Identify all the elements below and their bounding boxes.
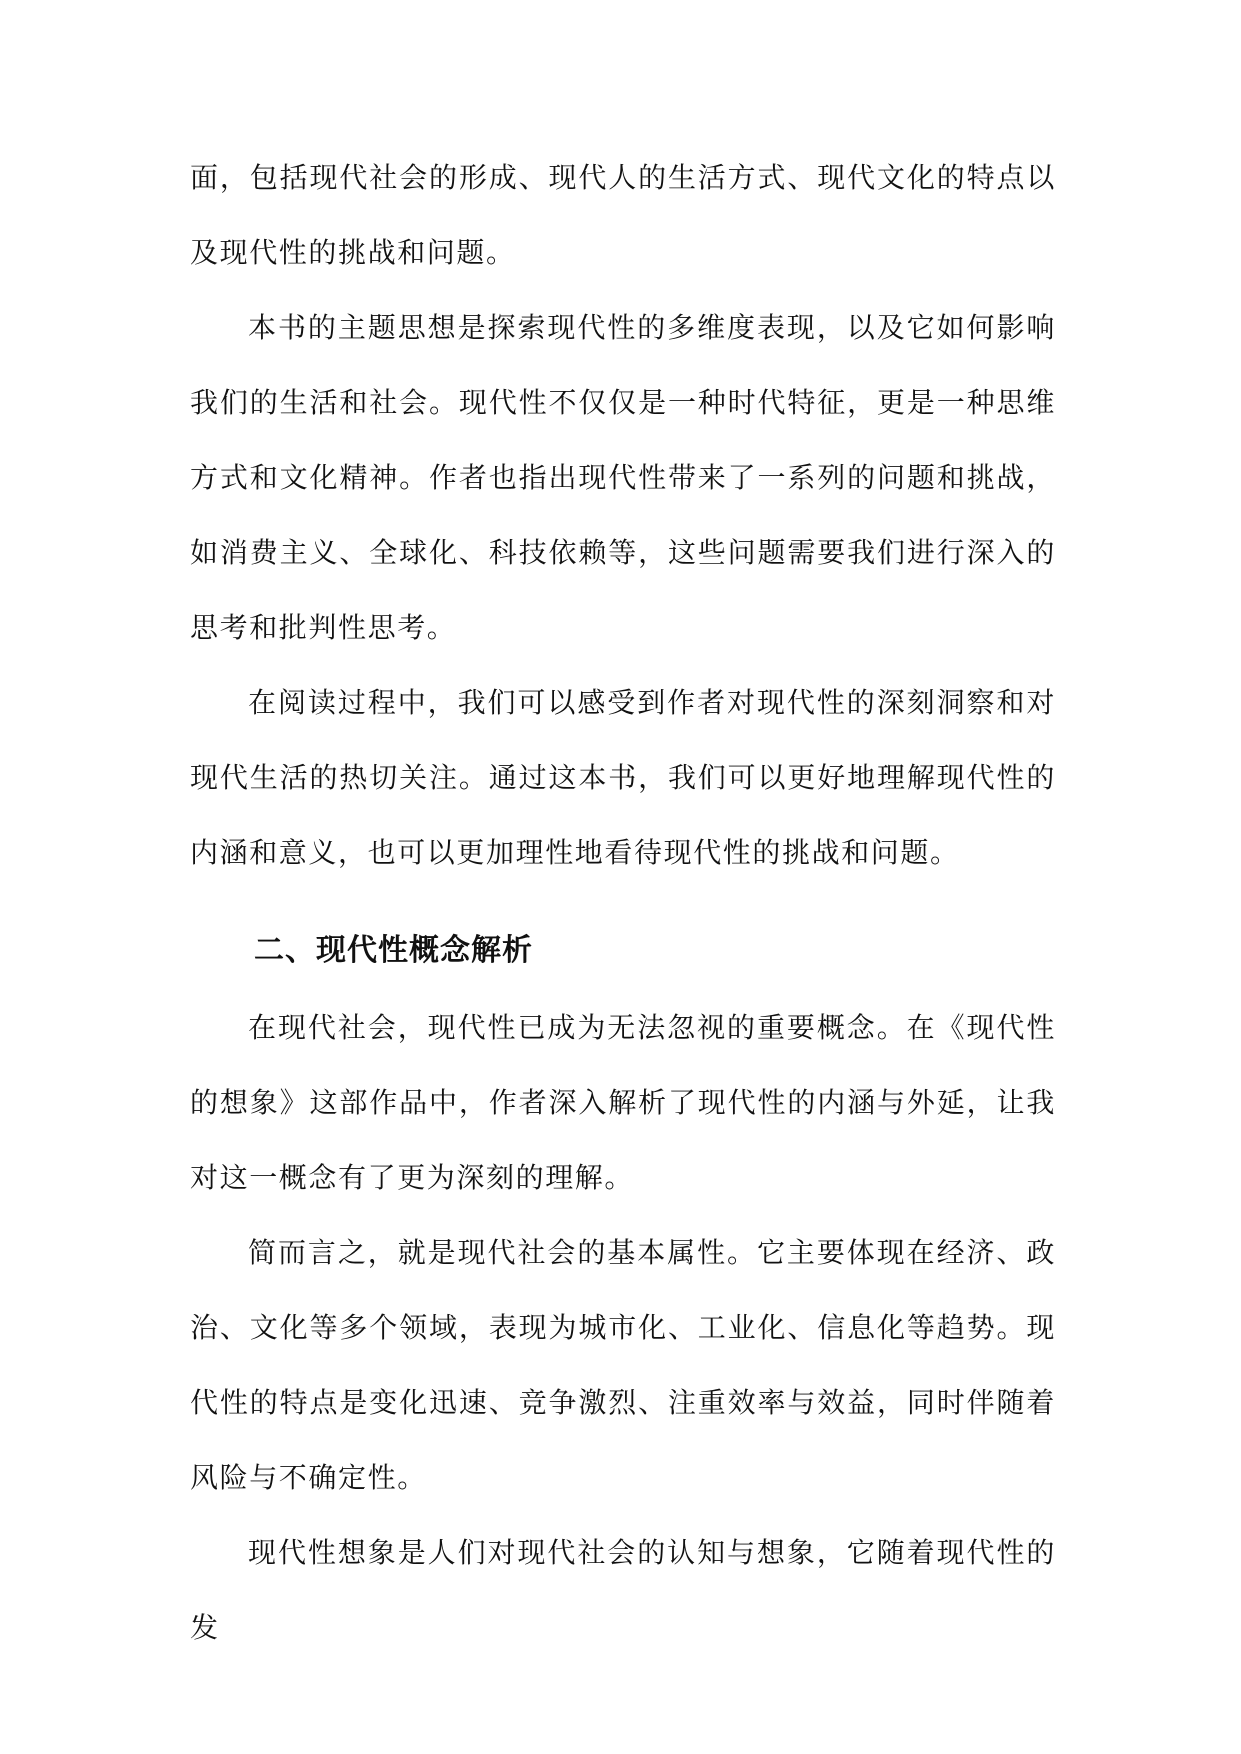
document-body — [190, 140, 1056, 1665]
paragraph-modernity-imagination: 现代性想象是人们对现代社会的认知与想象，它随着现代性的发 — [190, 1536, 1056, 1644]
paragraph-reading: 在阅读过程中，我们可以感受到作者对现代性的深刻洞察和对现代生活的热切关注。通过这本书，我们可以更好地理解现代性的内涵和意义，也可以更加理性地看待现代性的挑战和问题。 — [190, 686, 1056, 869]
paragraph-theme: 本书的主题思想是探索现代性的多维度表现，以及它如何影响我们的生活和社会。现代性不仅仅是一种时代特征，更是一种思维方式和文化精神。作者也指出现代性带来了一系列的问题和挑战，如消费主义、全球化、科技依赖等，这些问题需要我们进行深入的思考和批判性思考。 — [190, 311, 1056, 644]
paragraph-concept-intro: 在现代社会，现代性已成为无法忽视的重要概念。在《现代性的想象》这部作品中，作者深入解析了现代性的内涵与外延，让我对这一概念有了更为深刻的理解。 — [190, 1011, 1056, 1194]
paragraph-continued: 面，包括现代社会的形成、现代人的生活方式、现代文化的特点以及现代性的挑战和问题。 — [190, 161, 1056, 269]
paragraph-concept-definition: 简而言之，就是现代社会的基本属性。它主要体现在经济、政治、文化等多个领域，表现为城市化、工业化、信息化等趋势。现代性的特点是变化迅速、竞争激烈、注重效率与效益，同时伴随着风险与不确定性。 — [190, 1236, 1056, 1494]
section-heading: 二、现代性概念解析 — [254, 933, 533, 968]
